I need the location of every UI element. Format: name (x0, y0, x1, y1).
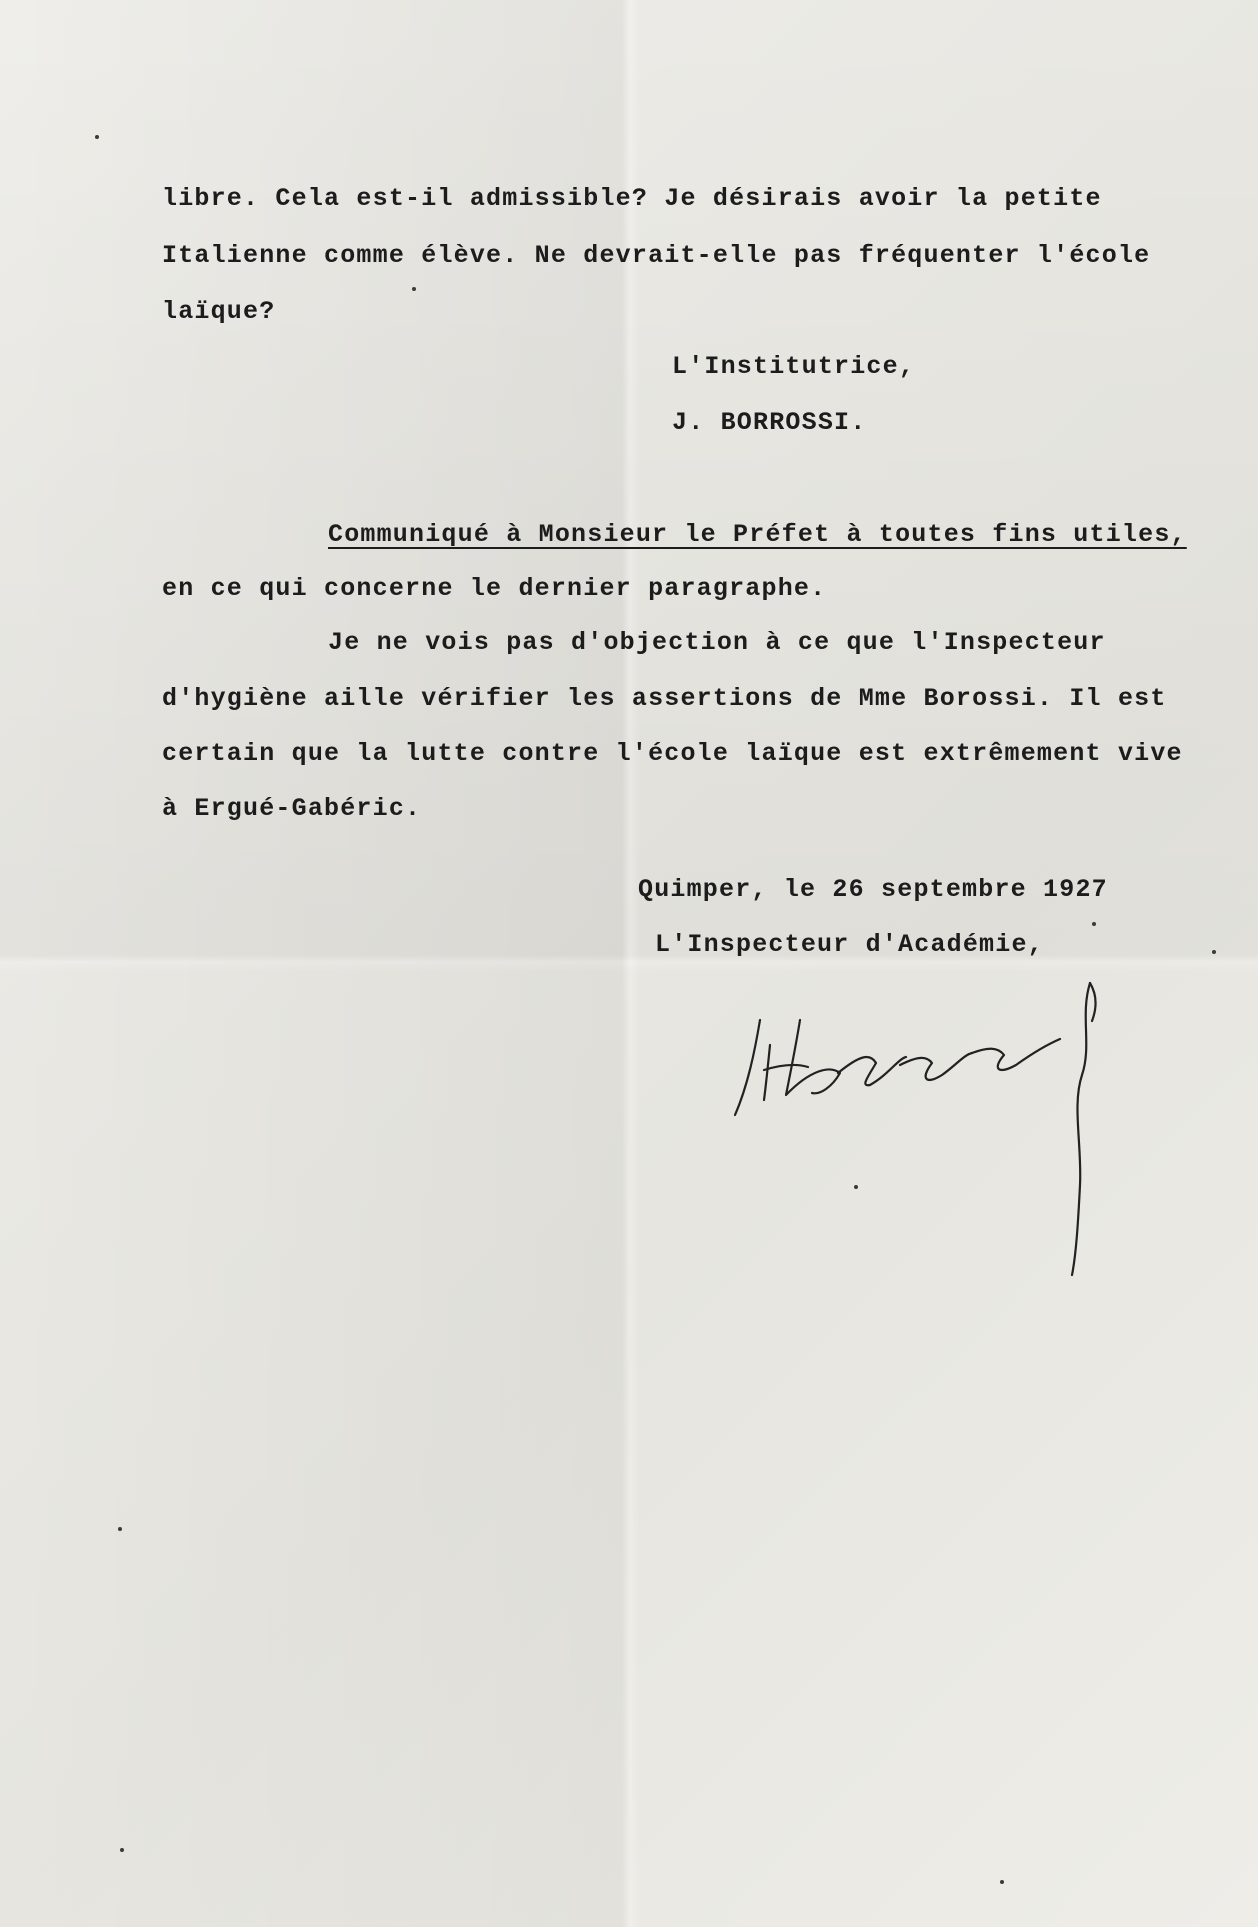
communique-heading: Communiqué à Monsieur le Préfet à toutes fins utiles, (328, 520, 1187, 549)
paper-speck (412, 287, 416, 291)
closing-place-date: Quimper, le 26 septembre 1927 (638, 875, 1108, 904)
paper-speck (95, 135, 99, 139)
institutrice-role: L'Institutrice, (672, 352, 916, 381)
paper-speck (1092, 922, 1096, 926)
paragraph-2-line-4: à Ergué-Gabéric. (162, 794, 422, 823)
paragraph-2-line-1: Je ne vois pas d'objection à ce que l'Inspecteur (328, 628, 1106, 657)
paragraph-1-line-2: Italienne comme élève. Ne devrait-elle pas fréquenter l'école (162, 241, 1151, 270)
paper-speck (120, 1848, 124, 1852)
paper-speck (118, 1527, 122, 1531)
institutrice-name: J. BORROSSI. (672, 408, 867, 437)
paragraph-2-line-2: d'hygiène aille vérifier les assertions de Mme Borossi. Il est (162, 684, 1167, 713)
paper-speck (854, 1185, 858, 1189)
paper-speck (1212, 950, 1216, 954)
paragraph-1-line-1: libre. Cela est-il admissible? Je désirais avoir la petite (162, 184, 1102, 213)
handwritten-signature (720, 975, 1120, 1295)
paper-speck (1000, 1880, 1004, 1884)
closing-role: L'Inspecteur d'Académie, (655, 930, 1044, 959)
paragraph-1-line-3: laïque? (162, 297, 276, 326)
communique-line-2: en ce qui concerne le dernier paragraphe. (162, 574, 827, 603)
paragraph-2-line-3: certain que la lutte contre l'école laïque est extrêmement vive (162, 739, 1183, 768)
